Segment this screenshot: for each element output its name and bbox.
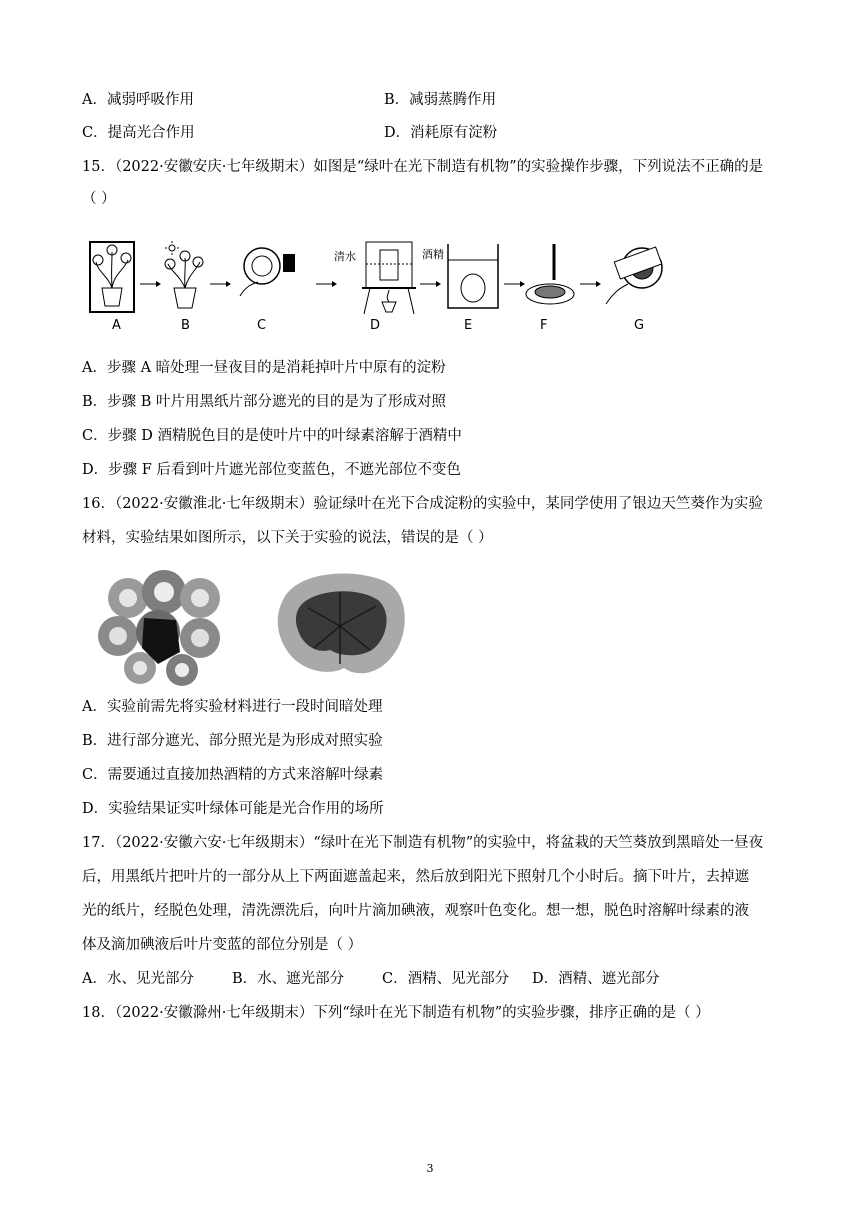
variegated-plant-image [98,570,220,686]
step-g-remove-paper [606,247,662,304]
step-d-water-bath [362,242,416,314]
step-label-b: B [181,318,190,333]
q16-stem-line2: 材料，实验结果如图所示，以下关于实验的说法，错误的是（ ） [82,530,493,546]
q14-option-c: C．提高光合作用 [82,125,195,141]
q17-stem-line1: 17．（2022·安徽六安·七年级期末）“绿叶在光下制造有机物”的实验中，将盆栽的天竺葵放到黑暗处一昼夜 [82,835,764,851]
q17-option-c: C．酒精、见光部分 [382,971,510,987]
q15-experiment-figure [80,236,700,318]
q14-option-d: D．消耗原有淀粉 [384,125,498,141]
q16-stem-line1: 16．（2022·安徽淮北·七年级期末）验证绿叶在光下合成淀粉的实验中，某同学使用了银边天竺葵作为实验 [82,496,763,512]
q15-option-c: C．步骤 D 酒精脱色目的是使叶片中的叶绿素溶解于酒精中 [82,428,462,444]
step-label-d: D [370,318,381,333]
q17-stem-line3: 光的纸片，经脱色处理，清洗漂洗后，向叶片滴加碘液，观察叶色变化。想一想，脱色时溶解叶绿素的液 [82,903,749,919]
q15-option-d: D．步骤 F 后看到叶片遮光部位变蓝色，不遮光部位不变色 [82,462,461,478]
q14-option-b: B．减弱蒸腾作用 [384,92,497,108]
step-label-e: E [464,318,473,333]
q16-option-d: D．实验结果证实叶绿体可能是光合作用的场所 [82,801,384,817]
q16-option-a: A．实验前需先将实验材料进行一段时间暗处理 [82,699,383,715]
step-b-plant-sun [165,241,203,308]
q14-option-a: A．减弱呼吸作用 [82,92,194,108]
step-c-pick-leaf [240,248,295,296]
step-e-beaker [448,244,498,308]
page-number: 3 [426,1162,434,1175]
q15-option-a: A．步骤 A 暗处理一昼夜目的是消耗掉叶片中原有的淀粉 [82,360,446,376]
q16-leaf-images [88,568,440,686]
step-label-c: C [257,318,267,333]
step-f-dropper-dish [526,244,574,304]
q16-option-b: B．进行部分遮光、部分照光是为形成对照实验 [82,733,383,749]
step-label-f: F [540,318,548,333]
q17-option-a: A．水、见光部分 [82,971,194,987]
q16-option-c: C．需要通过直接加热酒精的方式来溶解叶绿素 [82,767,384,783]
step-label-a: A [112,318,121,333]
q15-stem-line1: 15．（2022·安徽安庆·七年级期末）如图是“绿叶在光下制造有机物”的实验操作步骤，下列说法不正确的是 [82,159,764,175]
q17-option-d: D．酒精、遮光部分 [532,971,660,987]
label-alcohol: 酒精 [422,248,444,261]
q18-stem-line1: 18．（2022·安徽滁州·七年级期末）下列“绿叶在光下制造有机物”的实验步骤，排序正确的是（ ） [82,1005,710,1021]
q17-stem-line2: 后，用黑纸片把叶片的一部分从上下两面遮盖起来，然后放到阳光下照射几个小时后。摘下叶片，去掉遮 [82,869,749,885]
q15-option-b: B．步骤 B 叶片用黑纸片部分遮光的目的是为了形成对照 [82,394,447,410]
step-label-g: G [634,318,645,333]
q17-stem-line4: 体及滴加碘液后叶片变蓝的部位分别是（ ） [82,937,363,953]
q17-option-b: B．水、遮光部分 [232,971,345,987]
step-a-dark-box [90,242,134,312]
q15-stem-line2: （ ） [82,191,116,207]
stained-leaf-image [278,574,405,674]
label-water: 清水 [334,250,356,263]
